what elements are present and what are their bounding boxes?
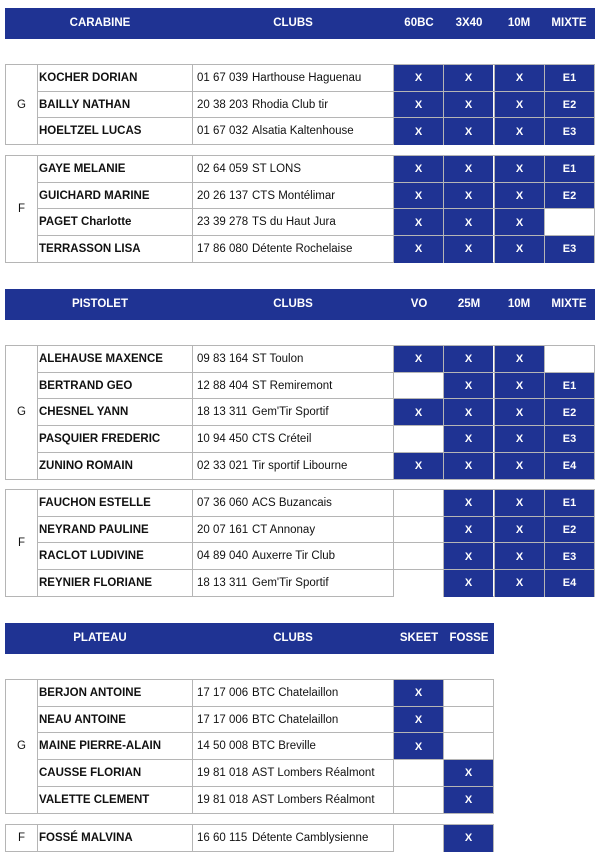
event-cell-vo	[393, 517, 443, 544]
event-cell-25m: X	[443, 373, 493, 400]
licence-number: 17 86 080	[197, 243, 249, 256]
licence-number: 01 67 039	[197, 72, 249, 84]
licence-number: 20 38 203	[197, 98, 249, 111]
event-cell-mixte: E3	[544, 543, 594, 570]
club-name: Détente Rochelaise	[252, 243, 353, 256]
event-cell-25m: X	[443, 453, 493, 480]
event-cell-fosse	[443, 680, 493, 707]
event-cell-fosse	[443, 733, 493, 760]
event-cell-skeet: X	[393, 733, 443, 760]
club-name: ST Remiremont	[252, 379, 333, 392]
athlete-name: MAINE PIERRE-ALAIN	[37, 733, 193, 760]
column-header-10m: 10M	[507, 17, 531, 29]
licence-number: 09 83 164	[197, 353, 249, 365]
event-cell-mixte: E3	[544, 118, 594, 145]
event-cell-10m: X	[494, 156, 544, 183]
club-name: Tir sportif Libourne	[252, 459, 348, 472]
column-header-fosse: FOSSE	[449, 632, 489, 644]
column-header-3x40: 3X40	[455, 17, 483, 29]
section-header-pistolet	[5, 289, 595, 320]
group-label: F	[6, 825, 38, 851]
athlete-name: HOELTZEL LUCAS	[37, 118, 193, 145]
club-name: CTS Créteil	[252, 433, 312, 446]
table-row	[37, 490, 594, 517]
event-cell-10m: X	[494, 183, 544, 210]
group-g	[5, 679, 494, 814]
event-cell-mixte: E2	[544, 399, 594, 426]
clubs-header: CLUBS	[273, 17, 313, 29]
event-cell-60bc: X	[393, 92, 443, 119]
event-cell-skeet: X	[393, 680, 443, 707]
table-row	[37, 732, 493, 760]
event-cell-3x40: X	[443, 65, 493, 92]
athlete-name: BERTRAND GEO	[37, 373, 193, 400]
licence-number: 12 88 404	[197, 379, 249, 392]
event-cell-3x40: X	[443, 92, 493, 119]
table-row	[37, 91, 594, 119]
event-cell-10m: X	[494, 209, 544, 236]
event-cell-10m: X	[494, 118, 544, 145]
column-header-mixte: MIXTE	[551, 298, 587, 310]
athlete-name: CHESNEL YANN	[37, 399, 193, 426]
licence-number: 02 33 021	[197, 459, 249, 472]
licence-number: 17 17 006	[197, 713, 249, 726]
event-cell-10m: X	[494, 65, 544, 92]
event-cell-60bc: X	[393, 183, 443, 210]
club-name: BTC Chatelaillon	[252, 713, 339, 726]
event-cell-10m: X	[494, 346, 544, 373]
licence-number: 20 07 161	[197, 523, 249, 536]
column-header-25m: 25M	[457, 298, 481, 310]
event-cell-mixte: E4	[544, 570, 594, 597]
group-f	[5, 155, 595, 263]
table-row	[37, 346, 594, 373]
event-cell-60bc: X	[393, 236, 443, 263]
club-name: Alsatia Kaltenhouse	[252, 125, 354, 138]
event-cell-vo: X	[393, 399, 443, 426]
table-row	[37, 786, 493, 814]
event-cell-25m: X	[443, 570, 493, 597]
event-cell-fosse: X	[443, 787, 493, 814]
column-header-skeet: SKEET	[399, 632, 439, 644]
event-cell-skeet: X	[393, 707, 443, 734]
event-cell-vo	[393, 490, 443, 517]
club-name: ST Toulon	[252, 353, 304, 365]
group-f	[5, 489, 595, 597]
group-f	[5, 824, 494, 852]
event-cell-10m: X	[494, 517, 544, 544]
athlete-name: FOSSÉ MALVINA	[37, 825, 193, 852]
section-title: PISTOLET	[71, 298, 129, 310]
athlete-name: REYNIER FLORIANE	[37, 570, 193, 597]
event-cell-vo	[393, 373, 443, 400]
licence-number: 19 81 018	[197, 793, 249, 806]
event-cell-10m: X	[494, 236, 544, 263]
table-row	[37, 156, 594, 183]
event-cell-10m: X	[494, 92, 544, 119]
clubs-header: CLUBS	[273, 298, 313, 310]
table-row	[37, 372, 594, 400]
event-cell-mixte: E4	[544, 453, 594, 480]
column-header-mixte: MIXTE	[551, 17, 587, 29]
table-row	[37, 542, 594, 570]
athlete-name: GUICHARD MARINE	[37, 183, 193, 210]
table-row	[37, 759, 493, 787]
licence-number: 14 50 008	[197, 740, 249, 753]
athlete-name: BERJON ANTOINE	[37, 680, 193, 707]
table-row	[37, 235, 594, 263]
event-cell-60bc: X	[393, 156, 443, 183]
licence-number: 02 64 059	[197, 163, 249, 175]
athlete-name: ZUNINO ROMAIN	[37, 453, 193, 480]
table-row	[37, 452, 594, 480]
group-label: F	[6, 490, 38, 596]
licence-number: 18 13 311	[197, 577, 248, 590]
athlete-name: GAYE MELANIE	[37, 156, 193, 183]
event-cell-25m: X	[443, 346, 493, 373]
column-header-60bc: 60BC	[404, 17, 434, 29]
table-row	[37, 825, 493, 852]
club-name: AST Lombers Réalmont	[252, 793, 375, 806]
licence-number: 23 39 278	[197, 216, 249, 229]
event-cell-3x40: X	[443, 236, 493, 263]
club-name: AST Lombers Réalmont	[252, 767, 375, 780]
club-name: Auxerre Tir Club	[252, 550, 336, 563]
event-cell-mixte	[544, 346, 594, 373]
event-cell-10m: X	[494, 570, 544, 597]
event-cell-mixte	[544, 209, 594, 236]
club-name: Gem'Tir Sportif	[252, 577, 329, 590]
event-cell-25m: X	[443, 399, 493, 426]
athlete-name: PAGET Charlotte	[37, 209, 193, 236]
club-name: CT Annonay	[252, 523, 316, 536]
event-cell-10m: X	[494, 453, 544, 480]
section-title: CARABINE	[69, 17, 131, 29]
table-row	[37, 516, 594, 544]
licence-number: 19 81 018	[197, 767, 249, 780]
licence-number: 10 94 450	[197, 433, 249, 446]
event-cell-10m: X	[494, 399, 544, 426]
section-title: PLATEAU	[73, 632, 127, 644]
event-cell-fosse	[443, 707, 493, 734]
club-name: Gem'Tir Sportif	[252, 406, 329, 419]
table-row	[37, 425, 594, 453]
club-name: Harthouse Haguenau	[252, 72, 362, 84]
event-cell-3x40: X	[443, 118, 493, 145]
event-cell-fosse: X	[443, 760, 493, 787]
athlete-name: KOCHER DORIAN	[37, 65, 193, 92]
event-cell-vo	[393, 543, 443, 570]
event-cell-mixte: E2	[544, 183, 594, 210]
table-row	[37, 182, 594, 210]
event-cell-10m: X	[494, 543, 544, 570]
section-header-plateau	[5, 623, 494, 654]
event-cell-60bc: X	[393, 65, 443, 92]
event-cell-fosse: X	[443, 825, 493, 852]
club-name: Rhodia Club tir	[252, 98, 329, 111]
event-cell-vo	[393, 570, 443, 597]
club-name: ACS Buzancais	[252, 497, 332, 509]
licence-number: 16 60 115	[197, 832, 248, 844]
event-cell-vo: X	[393, 453, 443, 480]
section-header-carabine	[5, 8, 595, 39]
event-cell-skeet	[393, 760, 443, 787]
club-name: ST LONS	[252, 163, 301, 175]
event-cell-mixte: E2	[544, 92, 594, 119]
event-cell-10m: X	[494, 426, 544, 453]
group-label: G	[6, 680, 38, 813]
club-name: BTC Chatelaillon	[252, 687, 339, 699]
group-g	[5, 64, 595, 145]
licence-number: 18 13 311	[197, 406, 248, 419]
event-cell-25m: X	[443, 426, 493, 453]
event-cell-vo: X	[393, 346, 443, 373]
group-label: G	[6, 346, 38, 479]
table-row	[37, 208, 594, 236]
table-row	[37, 117, 594, 145]
licence-number: 17 17 006	[197, 687, 249, 699]
athlete-name: TERRASSON LISA	[37, 236, 193, 263]
club-name: BTC Breville	[252, 740, 316, 753]
club-name: CTS Montélimar	[252, 189, 336, 202]
event-cell-10m: X	[494, 373, 544, 400]
event-cell-60bc: X	[393, 118, 443, 145]
athlete-name: NEAU ANTOINE	[37, 707, 193, 734]
licence-number: 01 67 032	[197, 125, 249, 138]
event-cell-mixte: E1	[544, 373, 594, 400]
table-row	[37, 398, 594, 426]
table-row	[37, 706, 493, 734]
table-row	[37, 65, 594, 92]
event-cell-3x40: X	[443, 156, 493, 183]
event-cell-mixte: E2	[544, 517, 594, 544]
event-cell-mixte: E1	[544, 65, 594, 92]
athlete-name: BAILLY NATHAN	[37, 92, 193, 119]
event-cell-mixte: E1	[544, 490, 594, 517]
athlete-name: VALETTE CLEMENT	[37, 787, 193, 814]
event-cell-3x40: X	[443, 183, 493, 210]
athlete-name: NEYRAND PAULINE	[37, 517, 193, 544]
event-cell-3x40: X	[443, 209, 493, 236]
event-cell-mixte: E3	[544, 236, 594, 263]
group-label: F	[6, 156, 38, 262]
licence-number: 04 89 040	[197, 550, 249, 563]
table-row	[37, 680, 493, 707]
table-row	[37, 569, 594, 597]
athlete-name: FAUCHON ESTELLE	[37, 490, 193, 517]
event-cell-vo	[393, 426, 443, 453]
athlete-name: CAUSSE FLORIAN	[37, 760, 193, 787]
athlete-name: PASQUIER FREDERIC	[37, 426, 193, 453]
event-cell-60bc: X	[393, 209, 443, 236]
column-header-10m: 10M	[507, 298, 531, 310]
club-name: Détente Camblysienne	[252, 832, 369, 844]
athlete-name: ALEHAUSE MAXENCE	[37, 346, 193, 373]
event-cell-mixte: E3	[544, 426, 594, 453]
clubs-header: CLUBS	[273, 632, 313, 644]
club-name: TS du Haut Jura	[252, 216, 336, 229]
event-cell-25m: X	[443, 517, 493, 544]
event-cell-25m: X	[443, 543, 493, 570]
event-cell-25m: X	[443, 490, 493, 517]
event-cell-10m: X	[494, 490, 544, 517]
licence-number: 07 36 060	[197, 497, 249, 509]
licence-number: 20 26 137	[197, 189, 249, 202]
event-cell-skeet	[393, 787, 443, 814]
column-header-vo: VO	[410, 298, 428, 310]
group-label: G	[6, 65, 38, 144]
event-cell-mixte: E1	[544, 156, 594, 183]
group-g	[5, 345, 595, 480]
athlete-name: RACLOT LUDIVINE	[37, 543, 193, 570]
event-cell-skeet	[393, 825, 443, 852]
